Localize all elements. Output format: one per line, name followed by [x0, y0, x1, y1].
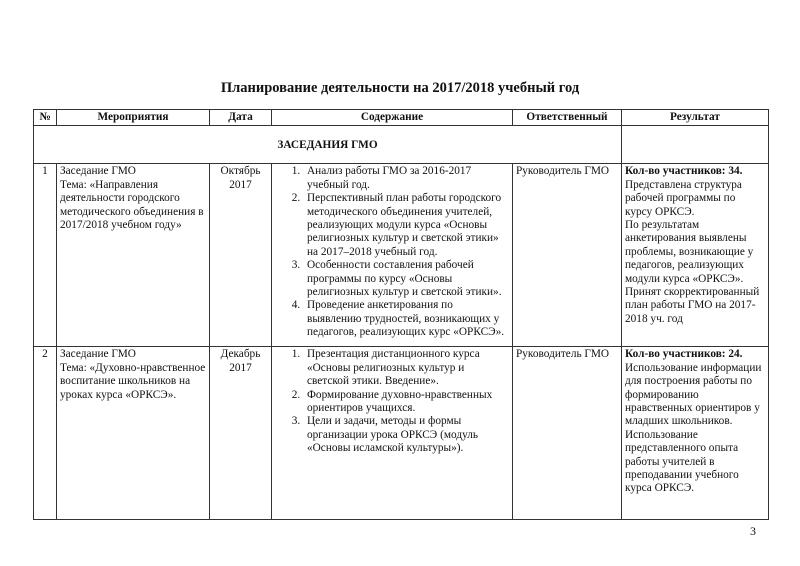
- date-month: Октябрь: [220, 165, 261, 178]
- header-events: Мероприятия: [57, 110, 210, 126]
- header-num: №: [34, 110, 57, 126]
- plan-table: [33, 109, 769, 520]
- result-text: По результатам анкетирования выявлены проблемы, возникающие у педагогов, реализующих модули курса «ОРКСЭ».: [625, 219, 754, 285]
- result-text: Использование информации для построения работы по формированию нравственных ориентиров у младших школьников.: [625, 361, 762, 428]
- responsible-cell: Руководитель ГМО: [513, 164, 622, 347]
- header-responsible: Ответственный: [513, 110, 622, 126]
- participants-count: Кол-во участников: 34.: [625, 165, 743, 178]
- content-list: [275, 348, 509, 455]
- document-title: Планирование деятельности на 2017/2018 учебный год: [220, 80, 580, 96]
- event-topic: Тема: «Духовно-нравственное воспитание школьников на уроках курса «ОРКСЭ».: [60, 361, 206, 401]
- header-result: Результат: [622, 110, 769, 126]
- event-cell: [57, 164, 210, 347]
- table-row: [34, 164, 769, 347]
- responsible-cell: Руководитель ГМО: [513, 347, 622, 520]
- content-item: 3. Цели и задачи, методы и формы организации урока ОРКСЭ (модуль «Основы исламской культуры»).: [303, 415, 509, 455]
- event-name: Заседание ГМО: [60, 348, 136, 361]
- header-date: Дата: [210, 110, 272, 126]
- result-cell: [622, 347, 769, 520]
- content-item: 3. Особенности составления рабочей программы по курсу «Основы религиозных культур и светской этики».: [303, 259, 509, 299]
- date-month: Декабрь: [220, 348, 261, 361]
- section-title-cell: [34, 126, 622, 164]
- content-item: 4. Проведение анкетирования по выявлению трудностей, возникающих у педагогов, реализующих курс «ОРКСЭ».: [303, 299, 509, 339]
- section-row: [34, 126, 769, 164]
- event-topic: Тема: «Направления деятельности городского методического объединения в 2017/2018 учебном году»: [60, 178, 204, 232]
- section-title: ЗАСЕДАНИЯ ГМО: [277, 138, 378, 151]
- result-cell: [622, 164, 769, 347]
- content-item: 2. Перспективный план работы городского методического объединения учителей, реализующих модули курса «Основы религиозных культур и светской этики» на 2017–2018 учебный год.: [303, 192, 509, 259]
- row-number: 2: [34, 347, 57, 520]
- date-cell: [210, 164, 272, 347]
- content-cell: [272, 347, 513, 520]
- content-list: [275, 165, 509, 339]
- event-cell: [57, 347, 210, 520]
- row-number: 1: [34, 164, 57, 347]
- header-row: [34, 110, 769, 126]
- page-number: 3: [750, 524, 756, 538]
- date-year: 2017: [229, 361, 252, 374]
- content-item: 1. Анализ работы ГМО за 2016-2017 учебный год.: [303, 165, 509, 192]
- result-text: Представлена структура рабочей программы по курсу ОРКСЭ.: [625, 178, 742, 218]
- table-row: [34, 347, 769, 520]
- result-text: Использование представленного опыта работы учителей в преподавании учебного курса ОРКСЭ.: [625, 428, 739, 495]
- date-year: 2017: [229, 178, 252, 191]
- header-content: Содержание: [272, 110, 513, 126]
- content-item: 2. Формирование духовно-нравственных ориентиров учащихся.: [303, 389, 509, 416]
- event-name: Заседание ГМО: [60, 165, 136, 178]
- date-cell: [210, 347, 272, 520]
- content-cell: [272, 164, 513, 347]
- section-empty-cell: [622, 126, 769, 164]
- result-text: Принят скорректированный план работы ГМО на 2017-2018 уч. год: [625, 286, 760, 325]
- content-item: 1. Презентация дистанционного курса «Основы религиозных культур и светской этики. Введение».: [303, 348, 509, 388]
- participants-count: Кол-во участников: 24.: [625, 348, 743, 361]
